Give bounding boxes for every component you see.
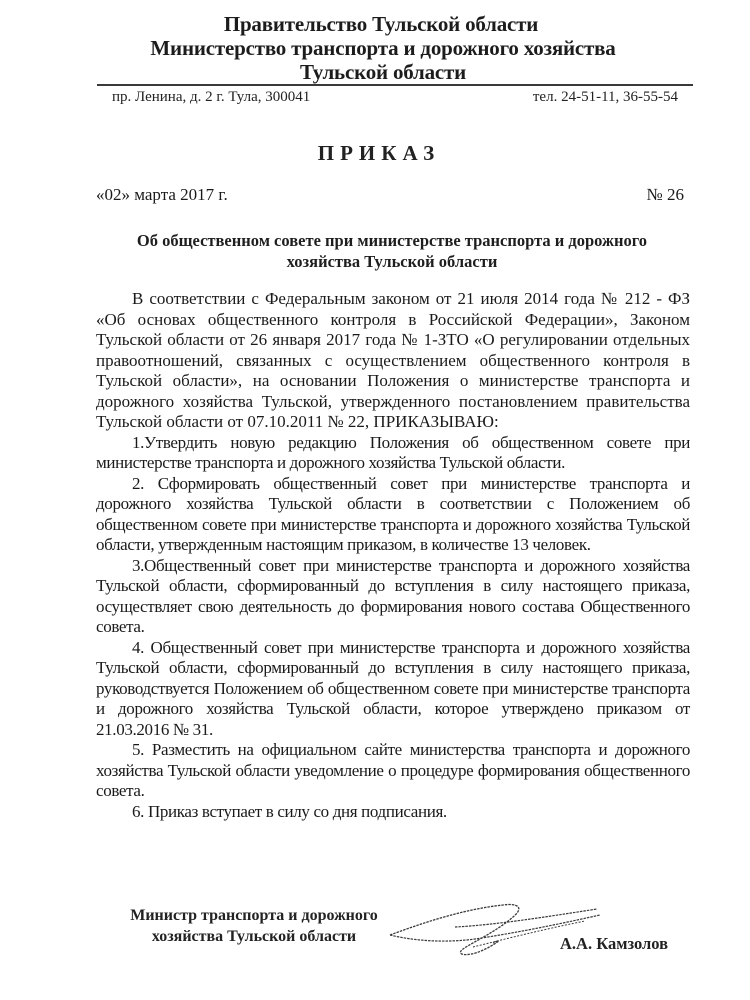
header-phone: тел. 24-51-11, 36-55-54	[532, 89, 678, 105]
header-address: пр. Ленина, д. 2 г. Тула, 300041	[112, 89, 311, 105]
signatory-position-line1: Министр транспорта и дорожного	[130, 907, 378, 924]
signature-stroke	[390, 905, 519, 955]
signatory-position	[104, 905, 404, 947]
signature-stroke	[455, 909, 597, 927]
order-item-3: 3.Общественный совет при министерстве транспорта и дорожного хозяйства Тульской области, сформированный до вступления в силу настоящего приказа, осуществляет свою деятельность до формирования нового состава Общественного совета.	[96, 555, 690, 636]
order-number: № 26	[646, 185, 684, 204]
order-body	[96, 289, 690, 822]
preamble-paragraph: В соответствии с Федеральным законом от 21 июля 2014 года № 212 - ФЗ «Об основах общественного контроля в Российской Федерации», Законом Тульской области от 26 января 2017 года № 1-ЗТО «О регулировании отдельных правоотношений, связанных с осуществлением общественного контроля в Тульской области», на основании Положения о министерстве транспорта и дорожного хозяйства Тульской, утвержденного постановлением правительства Тульской области от 07.10.2011 № 22, ПРИКАЗЫВАЮ:	[96, 289, 690, 431]
order-date: «02» марта 2017 г.	[96, 185, 228, 204]
order-item-4: 4. Общественный совет при министерстве транспорта и дорожного хозяйства Тульской области, сформированный до вступления в силу настоящего приказа, руководствуется Положением об общественном совете при министерстве транспорта и дорожного хозяйства Тульской области, которое утверждено приказом от 21.03.2016 № 31.	[96, 637, 690, 739]
header-ministry: Министерство транспорта и дорожного хозяйства	[150, 36, 616, 60]
order-item-6: 6. Приказ вступает в силу со дня подписания.	[132, 801, 447, 821]
header-government: Правительство Тульской области	[223, 12, 539, 36]
signatory-name: А.А. Камзолов	[560, 934, 669, 953]
order-item-1: 1.Утвердить новую редакцию Положения об общественном совете при министерстве транспорта и дорожного хозяйства Тульской области.	[96, 432, 690, 472]
order-item-5: 5. Разместить на официальном сайте министерства транспорта и дорожного хозяйства Тульской области уведомление о процедуре формирования общественного совета.	[96, 740, 690, 800]
order-subject: Об общественном совете при министерстве транспорта и дорожного хозяйства Тульской области	[136, 231, 648, 271]
header-divider	[97, 84, 693, 86]
signatory-position-line2: хозяйства Тульской области	[151, 928, 357, 945]
order-title: ПРИКАЗ	[317, 141, 441, 165]
order-item-2: 2. Сформировать общественный совет при министерстве транспорта и дорожного хозяйства Тульской области в соответствии с Положением об общественном совете при министерстве транспорта и дорожного хозяйства Тульской области, утвержденным настоящим приказом, в количестве 13 человек.	[96, 473, 690, 554]
header-region: Тульской области	[299, 60, 467, 84]
